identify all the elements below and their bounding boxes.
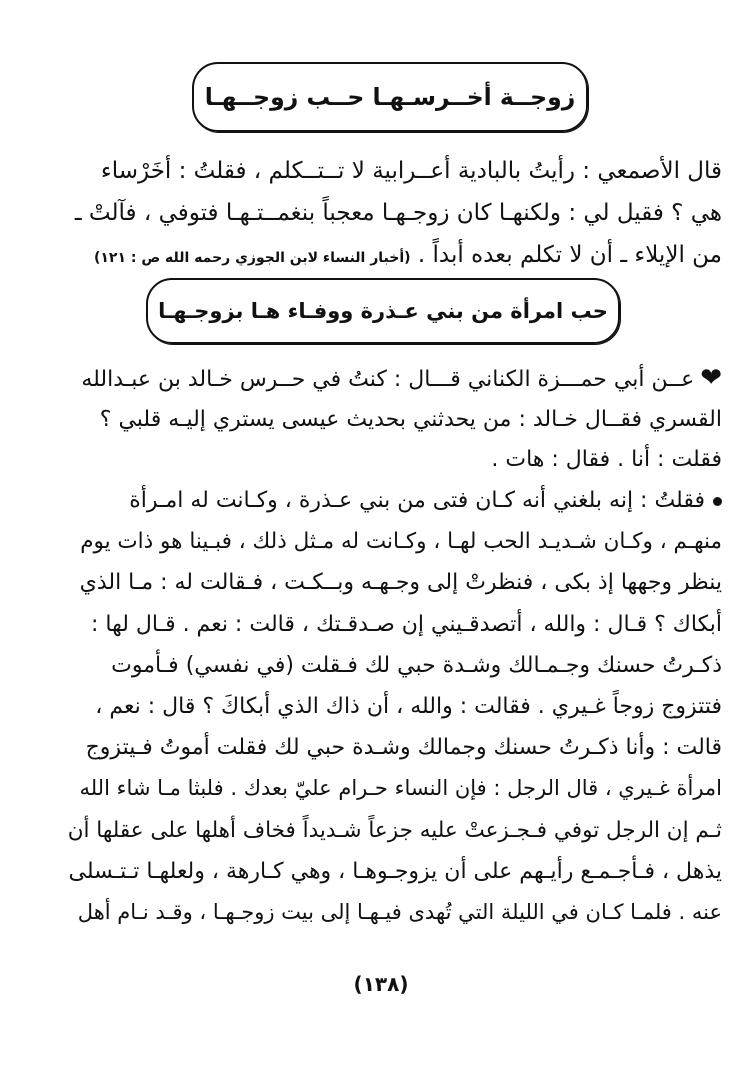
heart-icon: ❤ bbox=[700, 363, 722, 393]
paragraph-3-line-1 bbox=[66, 480, 722, 521]
section-title-1-text: زوجــة أخــرسـهـا حــب زوجــهـا bbox=[204, 83, 576, 111]
bullet-icon bbox=[713, 497, 722, 506]
paragraph-1 bbox=[66, 150, 722, 279]
paragraph-3-line-1-text: فقلتُ : إنه بلغني أنه كـان فتى من بني عـذرة ، وكـانت له امـرأة bbox=[129, 488, 705, 513]
section-title-1 bbox=[192, 62, 588, 132]
paragraph-3-line-2: منهـم ، وكـان شـديـد الحب لهـا ، وكـانت له مـثل ذلك ، فبـينا هو ذات يوم bbox=[80, 529, 722, 555]
paragraph-1-line-1: قال الأصمعي : رأيتُ بالبادية أعــرابية لا تــتــكلم ، فقلتُ : أخَرْساء bbox=[100, 158, 722, 184]
paragraph-3-line-6: فتتزوج زوجاً غـيري . فقالت : والله ، أن ذاك الذي أبكاكَ ؟ قال : نعم ، bbox=[95, 694, 722, 720]
paragraph-2-line-1 bbox=[66, 358, 722, 400]
paragraph-2-line-2: القسري فقــال خـالد : من يحدثني بحديث عيسى يستري إليـه قلبي ؟ bbox=[99, 407, 722, 432]
paragraph-3-line-10: يذهل ، فـأجـمـع رأيـهم على أن يزوجـوهـا ، وهي كـارهة ، ولعلهـا تـتـسلى bbox=[68, 858, 722, 884]
section-title-2-text: حب امرأة من بني عـذرة ووفـاء هـا بزوجـهـا bbox=[158, 299, 608, 323]
paragraph-3-line-7: قالت : وأنا ذكـرتُ حسنك وجمالك وشـدة حبي لك فقلت أموتُ فـيتزوج bbox=[85, 735, 722, 761]
paragraph-1-line-3 bbox=[66, 234, 722, 279]
source-citation: (أخبار النساء لابن الجوزي رحمه الله ص : ١٢١) bbox=[93, 250, 411, 266]
paragraph-2-line-3: فقلت : أنا . فقال : هات . bbox=[491, 447, 722, 472]
paragraph-3-line-8: امرأة غـيري ، قال الرجل : فإن النساء حـرام عليّ بعدك . فلبثا مـا شاء الله bbox=[79, 776, 722, 801]
paragraph-1-line-3-text: من الإيلاء ـ أن لا تكلم بعده أبداً . bbox=[417, 242, 722, 268]
paragraph-3 bbox=[66, 480, 722, 933]
paragraph-3-line-5: ذكـرتُ حسنك وجـمـالك وشـدة حبي لك فـقلت (في نفسي) فـأموت bbox=[111, 652, 722, 678]
paragraph-3-line-3: ينظر وجهها إذ بكى ، فنظرتْ إلى وجـهـه وبــكـت ، فـقالت له : مـا الذي bbox=[79, 570, 722, 596]
paragraph-1-line-2: هي ؟ فقيل لي : ولكنهـا كان زوجـهـا معجباً بنغمــتـهـا فتوفي ، فآلتْ ـ bbox=[74, 200, 722, 226]
paragraph-3-line-4: أبكاك ؟ قـال : والله ، أتصدقـيني إن صـدقـتك ، قالت : نعم . قـال لها : bbox=[90, 611, 722, 637]
paragraph-3-line-11: عنه . فلمـا كـان في الليلة التي تُهدى فيـهـا إلى بيت زوجـهـا ، وقـد نـام أهل bbox=[77, 900, 722, 925]
paragraph-2-line-1-text: عــن أبي حمـــزة الكناني قـــال : كنتُ في حــرس خـالد بن عبـدالله bbox=[81, 367, 695, 392]
section-title-2 bbox=[146, 278, 620, 344]
paragraph-2 bbox=[66, 358, 722, 480]
paragraph-3-line-9: ثـم إن الرجل توفي فـجـزعتْ عليه جزعاً شـديداً فخاف أهلها على عقلها أن bbox=[67, 817, 722, 843]
page-number: (١٣٨) bbox=[353, 972, 409, 996]
